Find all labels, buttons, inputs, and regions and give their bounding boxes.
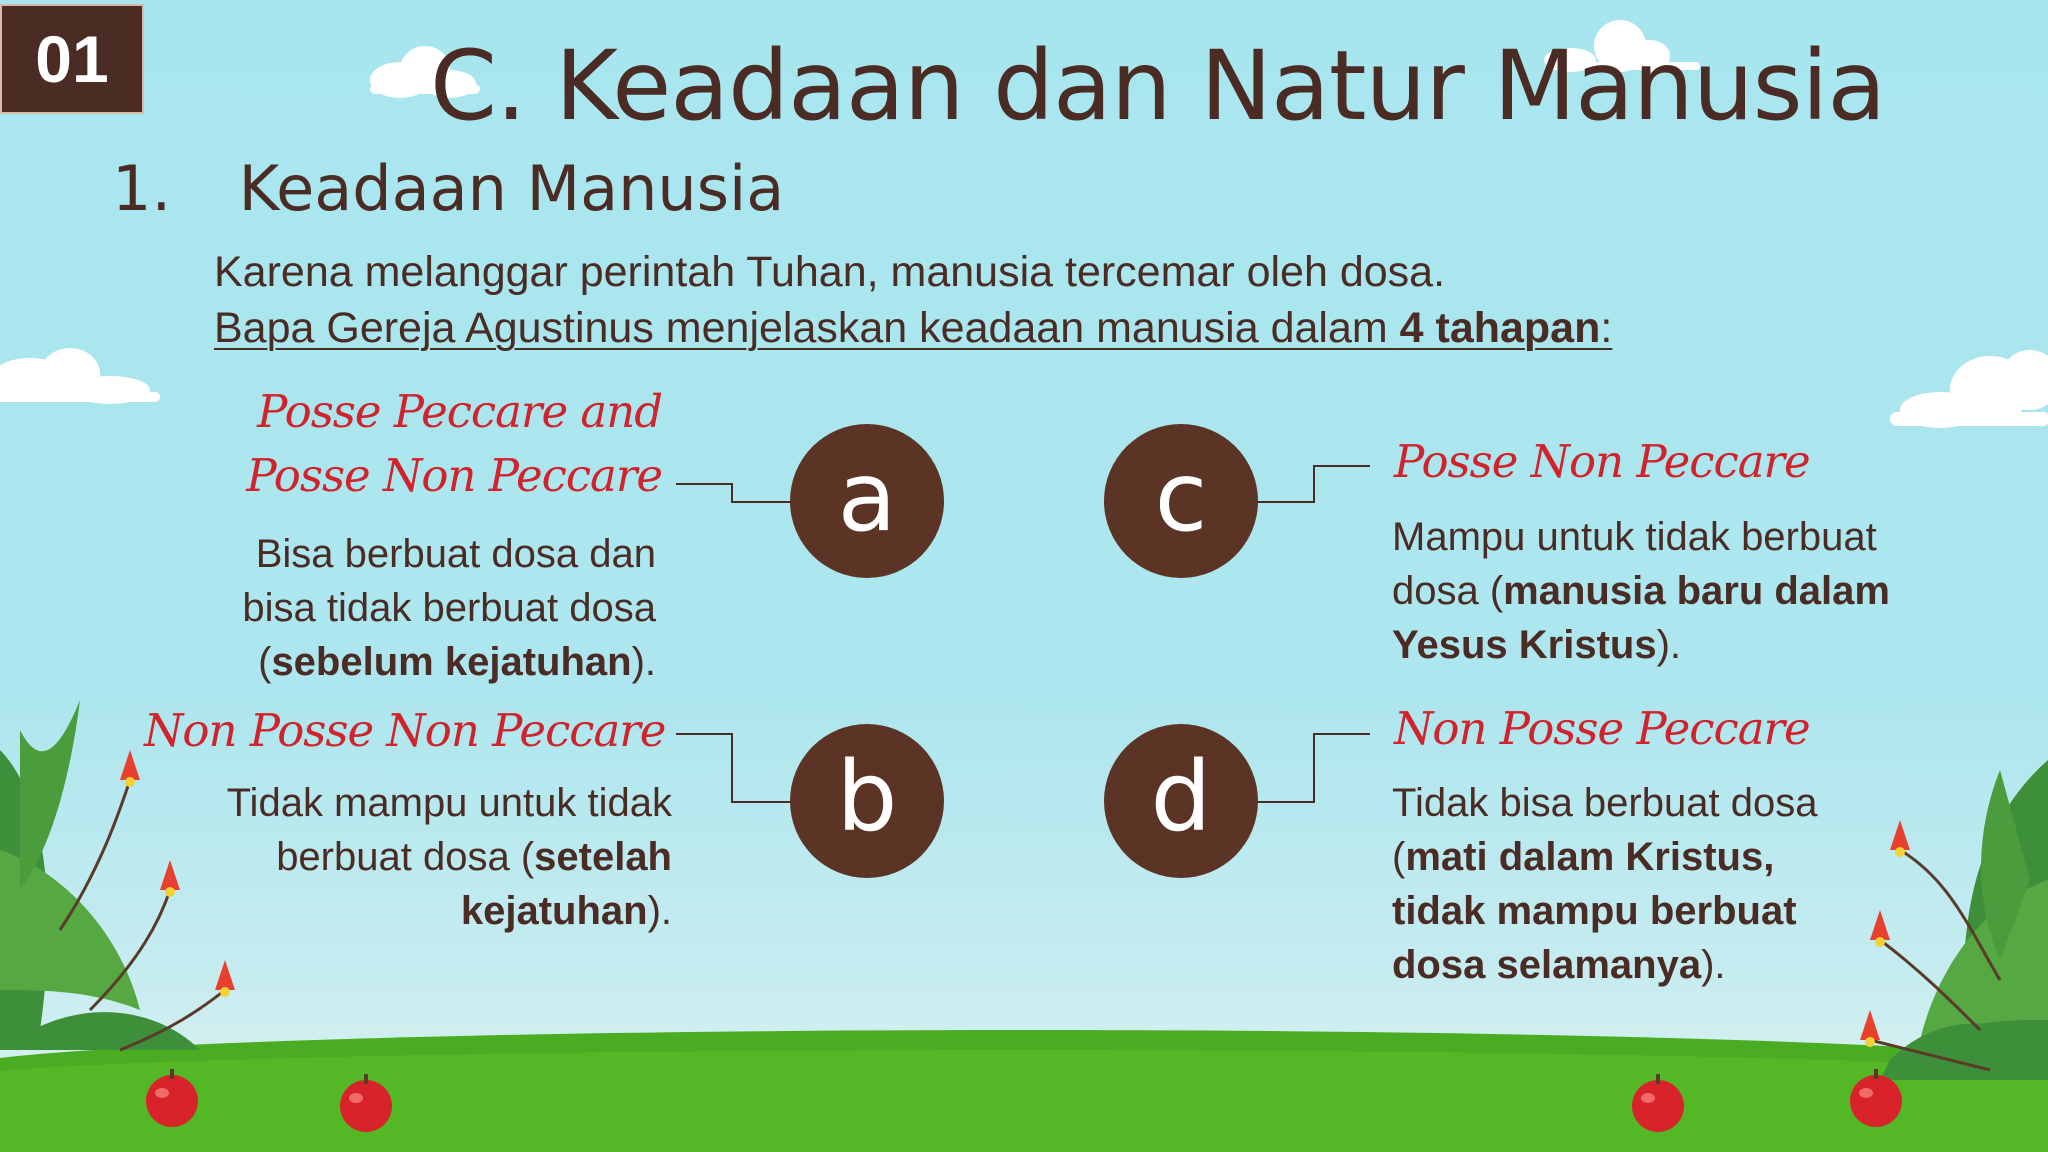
stage-a-desc-line-3 <box>242 635 656 689</box>
stage-d-desc-line-3 <box>1392 884 1817 938</box>
stage-d-desc-line-2 <box>1392 830 1817 884</box>
paren-open: ( <box>1392 835 1406 879</box>
stage-a-circle: a <box>790 424 944 578</box>
stage-b-desc-bold-1: setelah <box>534 835 672 879</box>
stage-a-term-line-2: Posse Non Peccare <box>246 449 662 502</box>
stage-c-desc-line-2 <box>1392 564 1890 618</box>
stage-c-description <box>1392 510 1890 672</box>
stage-a-desc-line-1: Bisa berbuat dosa dan <box>255 532 656 576</box>
stage-c-circle: c <box>1104 424 1258 578</box>
paren-close: ). <box>1701 943 1726 987</box>
section-heading-number: 1. <box>112 152 172 225</box>
section-heading-text: Keadaan Manusia <box>238 152 785 225</box>
stage-b-desc-bold-2: kejatuhan <box>460 889 648 933</box>
slide-title: C. Keadaan dan Natur Manusia <box>430 30 1886 142</box>
intro-line-1: Karena melanggar perintah Tuhan, manusia tercemar oleh dosa. <box>214 248 1446 296</box>
stage-b-description <box>227 776 672 938</box>
stage-d-desc-bold-1: mati dalam Kristus, <box>1405 835 1775 879</box>
stage-b-desc-line-1: Tidak mampu untuk tidak <box>226 781 672 825</box>
stage-d-desc-line-1: Tidak bisa berbuat dosa <box>1392 781 1818 825</box>
paren-open: ( <box>258 640 272 684</box>
stage-c-term: Posse Non Peccare <box>1394 435 1810 488</box>
stage-c-desc-bold-2: Yesus Kristus <box>1392 623 1657 667</box>
stage-c-desc-line-3 <box>1392 618 1890 672</box>
stage-b-circle: b <box>790 724 944 878</box>
stage-d-description <box>1392 776 1817 992</box>
paren-close: ). <box>1656 623 1682 667</box>
stage-d-desc-line-4 <box>1392 938 1817 992</box>
stage-a-term-line-1: Posse Peccare and <box>257 385 662 438</box>
stage-a-desc-bold: sebelum kejatuhan <box>271 640 632 684</box>
stage-c-desc-bold-1: manusia baru dalam <box>1503 569 1890 613</box>
paren-close: ). <box>647 889 672 933</box>
stage-d-desc-bold-3: dosa selamanya <box>1392 943 1702 987</box>
stage-b-term: Non Posse Non Peccare <box>144 704 666 757</box>
paren-close: ). <box>631 640 656 684</box>
stage-a-desc-line-2: bisa tidak berbuat dosa <box>242 586 656 630</box>
intro-line-2-bold: 4 tahapan <box>1399 304 1601 352</box>
stage-b-desc-line-2 <box>227 830 672 884</box>
stage-b-desc-text: berbuat dosa ( <box>276 835 535 879</box>
slide-number-badge: 01 <box>0 4 144 114</box>
stage-d-circle: d <box>1104 724 1258 878</box>
stage-c-desc-line-1: Mampu untuk tidak berbuat <box>1392 515 1877 559</box>
stage-a-description <box>242 527 656 689</box>
stage-a-term <box>246 380 662 508</box>
intro-line-2-text: Bapa Gereja Agustinus menjelaskan keadaan manusia dalam <box>214 304 1400 352</box>
stage-d-desc-bold-2: tidak mampu berbuat <box>1392 889 1797 933</box>
intro-line-2-colon: : <box>1600 304 1613 352</box>
stage-c-desc-text: dosa ( <box>1392 569 1504 613</box>
stage-b-desc-line-3 <box>227 884 672 938</box>
stage-d-term: Non Posse Peccare <box>1394 702 1810 755</box>
